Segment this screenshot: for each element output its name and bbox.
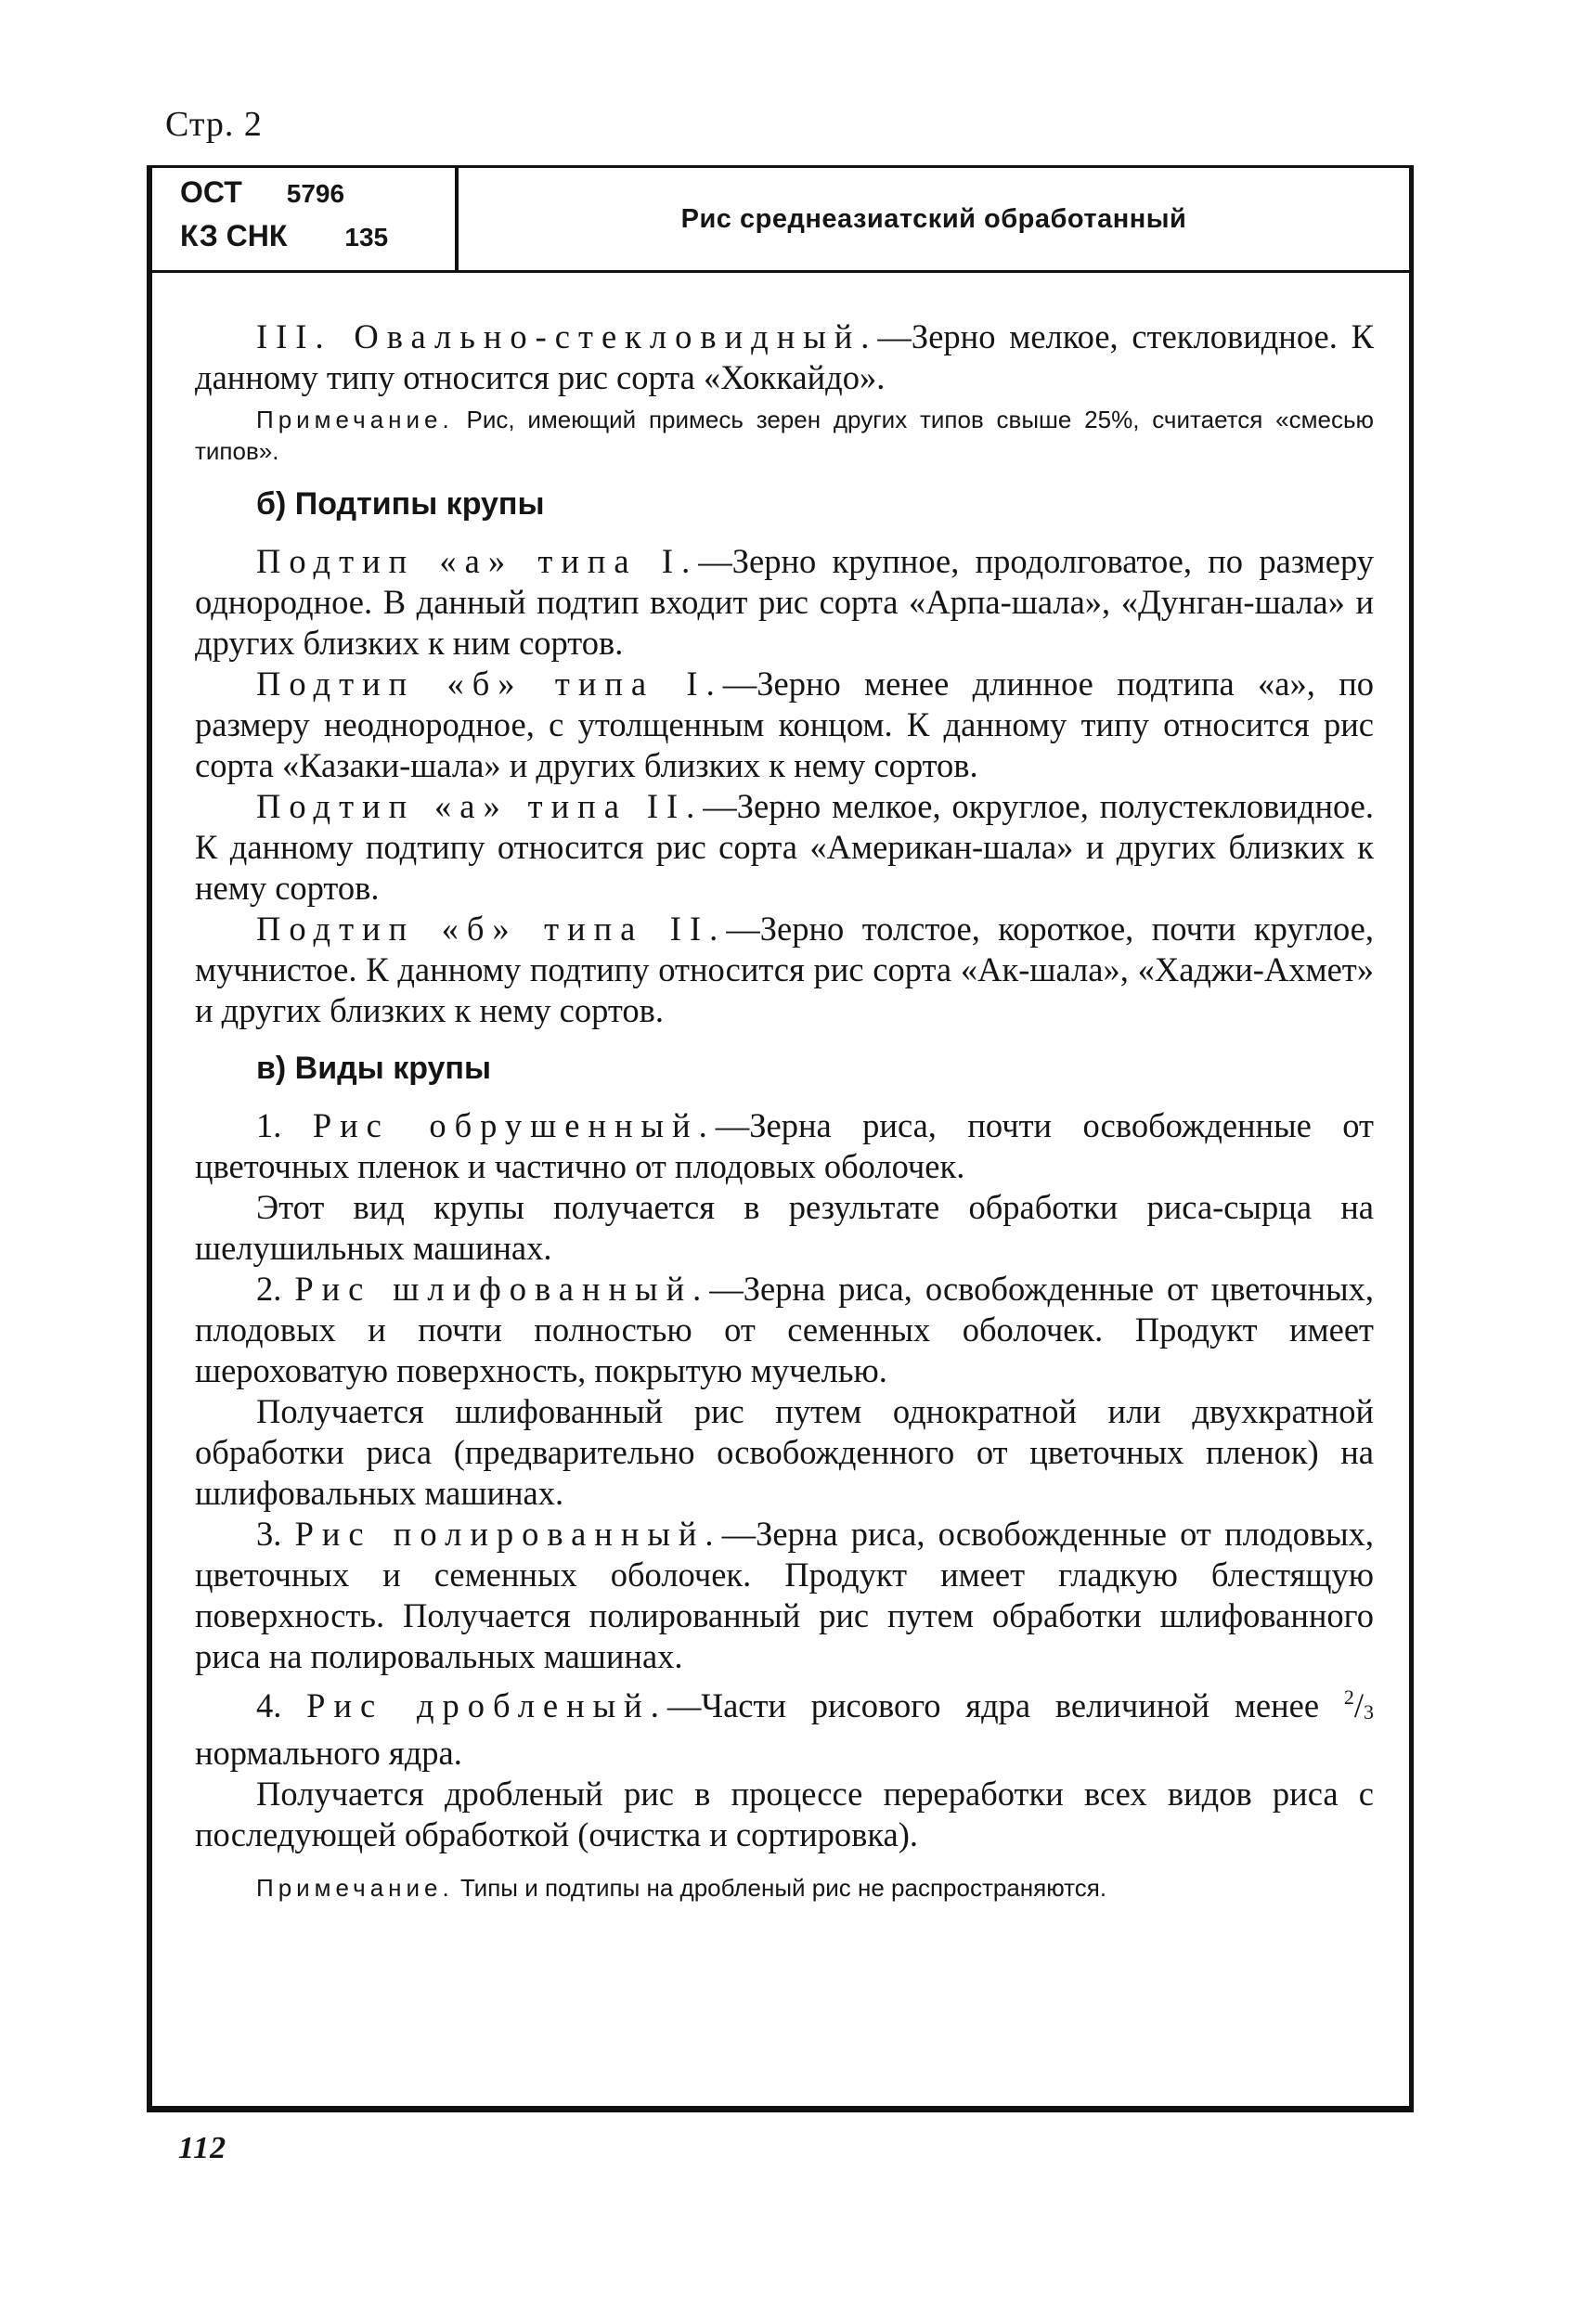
subtype-label: Подтип «б» типа II. [256, 910, 727, 948]
kinds-heading: в) Виды крупы [256, 1051, 492, 1086]
document-title: Рис среднеазиатский обработанный [680, 203, 1187, 234]
note-1 [195, 404, 1374, 467]
fraction-numerator: 2 [1343, 1685, 1354, 1709]
page-number-label: Стр. 2 [165, 105, 263, 144]
kind-number: 3. [256, 1515, 282, 1553]
subtypes-heading: б) Подтипы крупы [256, 486, 545, 522]
type-3-label: III. Овально-стекловидный. [256, 317, 878, 355]
subtype-text: —Зерно мелкое, округлое, полустекловидное. К данному подтипу относится рис сорта «Американ-шала» и других близких к нему сортов. [195, 787, 1374, 907]
kind-label: Рис шлифованный. [294, 1270, 710, 1308]
subtype-text: —Зерно менее длинное подтипа «а», по размеру неоднородное, с утолщенным концом. К данному типу относится рис сорта «Казаки-шала» и других близких к нему сортов. [195, 665, 1374, 784]
kind-4-number: 4. [256, 1686, 282, 1724]
standard-code-line-2 [180, 219, 388, 253]
subtype-label: Подтип «б» типа I. [256, 665, 723, 703]
note-2-text: Типы и подтипы на дробленый рис не распространяются. [453, 1874, 1107, 1902]
kind-4-paragraph [195, 1677, 1374, 1774]
subtype-paragraph [195, 786, 1374, 909]
kind-paragraph [195, 1187, 1374, 1269]
kind-text: —Зерна риса, освобожденные от цветочных, плодовых и почти полностью от семенных оболочек. Продукт имеет шероховатую поверхность, покрытую мучелью. [195, 1270, 1374, 1389]
standard-code-box [152, 168, 459, 270]
standard-number: 5796 [286, 179, 345, 208]
note-1-text: Рис, имеющий примесь зерен других типов свыше 25%, считается «смесью типов». [195, 406, 1374, 465]
type-3-paragraph [195, 316, 1374, 398]
subtype-paragraph [195, 664, 1374, 786]
note-1-label: Примечание. [256, 406, 454, 433]
subtype-paragraph [195, 541, 1374, 664]
kind-paragraph [195, 1269, 1374, 1391]
subtype-paragraph [195, 909, 1374, 1031]
standard-code-line-1 [180, 175, 344, 210]
note-2 [195, 1872, 1374, 1904]
kind-number: 2. [256, 1270, 282, 1308]
standard-name: ОСТ [180, 175, 242, 209]
document-frame [147, 165, 1414, 2112]
subtype-label: Подтип «а» типа I. [256, 542, 699, 580]
kind-text: Этот вид крупы получается в результате обработки риса-сырца на шелушильных машинах. [195, 1188, 1374, 1267]
kind-label: Рис обрушенный. [312, 1106, 716, 1144]
kind-paragraph [195, 1391, 1374, 1514]
fraction: $^2/_3$ [1343, 1685, 1374, 1724]
subtype-text: —Зерно крупное, продолговатое, по размеру однородное. В данный подтип входит рис сорта «Арпа-шала», «Дунган-шала» и других близких к ним сортов. [195, 542, 1374, 662]
issuer-name: КЗ СНК [180, 219, 288, 252]
document-header [152, 168, 1409, 273]
type-3-text: —Зерно мелкое, стекловидное. К данному типу относится рис сорта «Хоккайдо». [195, 317, 1374, 396]
kind-4-text-before: —Части рисового ядра величиной менее [666, 1686, 1344, 1724]
subtype-label: Подтип «а» типа II. [256, 787, 704, 825]
kind-paragraph [195, 1105, 1374, 1187]
kind-label: Рис полированный. [294, 1515, 722, 1553]
kind-text: —Зерна риса, почти освобожденные от цветочных пленок и частично от плодовых оболочек. [195, 1106, 1374, 1185]
kind-4-label: Рис дробленый. [306, 1686, 667, 1724]
issuer-number: 135 [344, 223, 389, 252]
fraction-denominator: 3 [1364, 1700, 1374, 1724]
kind-number: 1. [256, 1106, 282, 1144]
note-2-label: Примечание. [256, 1874, 454, 1902]
kind-text: Получается шлифованный рис путем однократной или двухкратной обработки риса (предварительно освобожденного от цветочных пленок) на шлифовальных машинах. [195, 1392, 1374, 1512]
document-body [195, 316, 1374, 1917]
subtype-text: —Зерно толстое, короткое, почти круглое, мучнистое. К данному подтипу относится рис сорта «Ак-шала», «Хаджи-Ахмет» и других близких к нему сортов. [195, 910, 1374, 1029]
kind-text: —Зерна риса, освобожденные от плодовых, цветочных и семенных оболочек. Продукт имеет гладкую блестящую поверхность. Получается полированный рис путем обработки шлифованного риса на полировальных машинах. [195, 1515, 1374, 1675]
kind-4-text-after: нормального ядра. [195, 1734, 462, 1772]
kind-paragraph [195, 1514, 1374, 1677]
kind-4-extra-paragraph: Получается дробленый рис в процессе переработки всех видов риса с последующей обработкой (очистка и сортировка). [195, 1775, 1374, 1853]
footer-page-number: 112 [178, 2131, 227, 2165]
